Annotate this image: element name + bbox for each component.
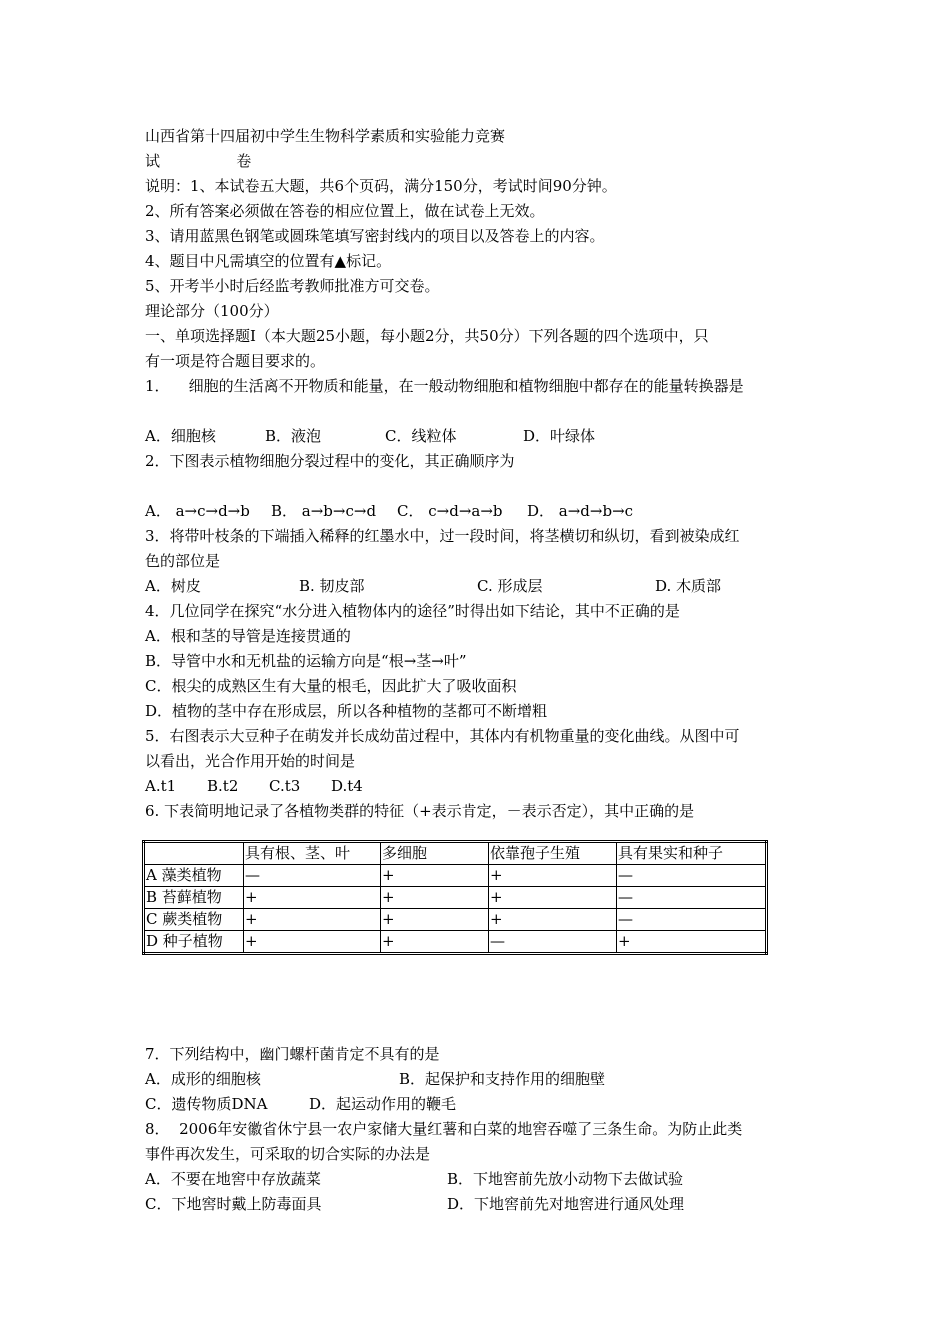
- table-cell: +: [244, 931, 381, 954]
- table-header-cell: 多细胞: [381, 842, 489, 865]
- table-cell: +: [381, 931, 489, 954]
- table-header-cell: 依靠孢子生殖: [489, 842, 617, 865]
- q8-option-d: D．下地窖前先对地窖进行通风处理: [447, 1195, 685, 1213]
- instruction-3: 3、请用蓝黑色钢笔或圆珠笔填写密封线内的项目以及答卷上的内容。: [145, 227, 605, 245]
- q7-option-a: A．成形的细胞核: [145, 1070, 261, 1088]
- table-cell: —: [617, 887, 767, 909]
- instruction-2: 2、所有答案必须做在答卷的相应位置上，做在试卷上无效。: [145, 202, 545, 220]
- q1-option-d: D．叶绿体: [523, 427, 596, 445]
- exam-subtitle: 试 卷: [145, 152, 252, 170]
- table-cell: D 种子植物: [144, 931, 244, 954]
- question-5-options: [145, 774, 825, 799]
- table-cell: C 蕨类植物: [144, 909, 244, 931]
- q8-option-a: A．不要在地窖中存放蔬菜: [145, 1170, 321, 1188]
- plant-traits-table: [142, 840, 768, 955]
- q7-option-c: C．遗传物质DNA: [145, 1095, 268, 1113]
- table-cell: +: [244, 887, 381, 909]
- q1-option-c: C．线粒体: [385, 427, 457, 445]
- question-2-options: [145, 499, 825, 524]
- question-3-options: [145, 574, 825, 599]
- table-cell: +: [244, 909, 381, 931]
- q5-option-d: D.t4: [331, 777, 363, 795]
- table-cell: +: [489, 865, 617, 887]
- table-cell: —: [617, 865, 767, 887]
- q2-option-b: B． a→b→c→d: [271, 502, 377, 520]
- table-cell: A 藻类植物: [144, 865, 244, 887]
- question-5-stem: 5．右图表示大豆种子在萌发并长成幼苗过程中，其体内有机物重量的变化曲线。从图中可: [145, 727, 740, 745]
- instruction-5: 5、开考半小时后经监考教师批准方可交卷。: [145, 277, 440, 295]
- q3-option-c: C. 形成层: [477, 577, 543, 595]
- section-heading: 一、单项选择题Ⅰ（本大题25小题，每小题2分，共50分）下列各题的四个选项中，只: [145, 327, 709, 345]
- table-cell: —: [489, 931, 617, 954]
- question-7-options-row2: [145, 1092, 825, 1117]
- question-7-stem: 7．下列结构中，幽门螺杆菌肯定不具有的是: [145, 1045, 440, 1063]
- q3-option-b: B. 韧皮部: [299, 577, 365, 595]
- table-header-cell: 具有根、茎、叶: [244, 842, 381, 865]
- question-3-stem-cont: 色的部位是: [145, 552, 221, 570]
- table-cell: B 苔藓植物: [144, 887, 244, 909]
- q4-option-c: C．根尖的成熟区生有大量的根毛，因此扩大了吸收面积: [145, 677, 517, 695]
- table-cell: +: [617, 931, 767, 954]
- table-cell: —: [244, 865, 381, 887]
- table-cell: +: [381, 865, 489, 887]
- q7-option-d: D．起运动作用的鞭毛: [309, 1095, 457, 1113]
- q1-option-a: A．细胞核: [145, 427, 216, 445]
- section-heading-cont: 有一项是符合题目要求的。: [145, 352, 326, 370]
- question-4-stem: 4．几位同学在探究“水分进入植物体内的途径”时得出如下结论，其中不正确的是: [145, 602, 680, 620]
- question-1-options: [145, 424, 825, 449]
- q8-option-b: B．下地窖前先放小动物下去做试验: [447, 1170, 684, 1188]
- q5-option-a: A.t1: [145, 777, 177, 795]
- question-7-options-row1: [145, 1067, 825, 1092]
- q8-option-c: C．下地窖时戴上防毒面具: [145, 1195, 322, 1213]
- table-row: [144, 931, 767, 954]
- question-8-stem-cont: 事件再次发生，可采取的切合实际的办法是: [145, 1145, 431, 1163]
- question-3-stem: 3．将带叶枝条的下端插入稀释的红墨水中，过一段时间，将茎横切和纵切，看到被染成红: [145, 527, 740, 545]
- question-8-stem: 8． 2006年安徽省休宁县一农户家储大量红薯和白菜的地窖吞噬了三条生命。为防止此类: [145, 1120, 743, 1138]
- table-cell: +: [381, 887, 489, 909]
- exam-page: [145, 124, 825, 1217]
- table-header-cell: [144, 842, 244, 865]
- q2-option-a: A． a→c→d→b: [145, 502, 250, 520]
- instruction-4: 4、题目中凡需填空的位置有▲标记。: [145, 252, 392, 270]
- question-1-stem: 1． 细胞的生活离不开物质和能量，在一般动物细胞和植物细胞中都存在的能量转换器是: [145, 377, 744, 395]
- table-row: [144, 865, 767, 887]
- table-cell: —: [617, 909, 767, 931]
- table-cell: +: [381, 909, 489, 931]
- q4-option-a: A．根和茎的导管是连接贯通的: [145, 627, 351, 645]
- q5-option-c: C.t3: [269, 777, 301, 795]
- instruction-1: 说明：1、本试卷五大题，共6个页码，满分150分，考试时间90分钟。: [145, 177, 617, 195]
- table-row: [144, 887, 767, 909]
- table-row: [144, 909, 767, 931]
- q2-option-d: D． a→d→b→c: [527, 502, 634, 520]
- question-2-stem: 2．下图表示植物细胞分裂过程中的变化，其正确顺序为: [145, 452, 515, 470]
- q7-option-b: B．起保护和支持作用的细胞壁: [399, 1070, 606, 1088]
- q4-option-b: B．导管中水和无机盐的运输方向是“根→茎→叶”: [145, 652, 467, 670]
- plant-traits-table-wrap: [142, 840, 825, 955]
- q5-option-b: B.t2: [207, 777, 239, 795]
- question-8-options-row1: [145, 1167, 825, 1192]
- q3-option-a: A．树皮: [145, 577, 201, 595]
- q2-option-c: C． c→d→a→b: [397, 502, 503, 520]
- table-cell: +: [489, 887, 617, 909]
- question-8-options-row2: [145, 1192, 825, 1217]
- exam-title: 山西省第十四届初中学生生物科学素质和实验能力竞赛: [145, 127, 506, 145]
- q1-option-b: B．液泡: [265, 427, 322, 445]
- q4-option-d: D．植物的茎中存在形成层，所以各种植物的茎都可不断增粗: [145, 702, 548, 720]
- table-header-cell: 具有果实和种子: [617, 842, 767, 865]
- table-header-row: [144, 842, 767, 865]
- q3-option-d: D. 木质部: [655, 577, 722, 595]
- table-cell: +: [489, 909, 617, 931]
- part-title: 理论部分（100分）: [145, 302, 279, 320]
- question-5-stem-cont: 以看出，光合作用开始的时间是: [145, 752, 356, 770]
- question-6-stem: 6. 下表简明地记录了各植物类群的特征（+表示肯定，－表示否定），其中正确的是: [145, 802, 695, 820]
